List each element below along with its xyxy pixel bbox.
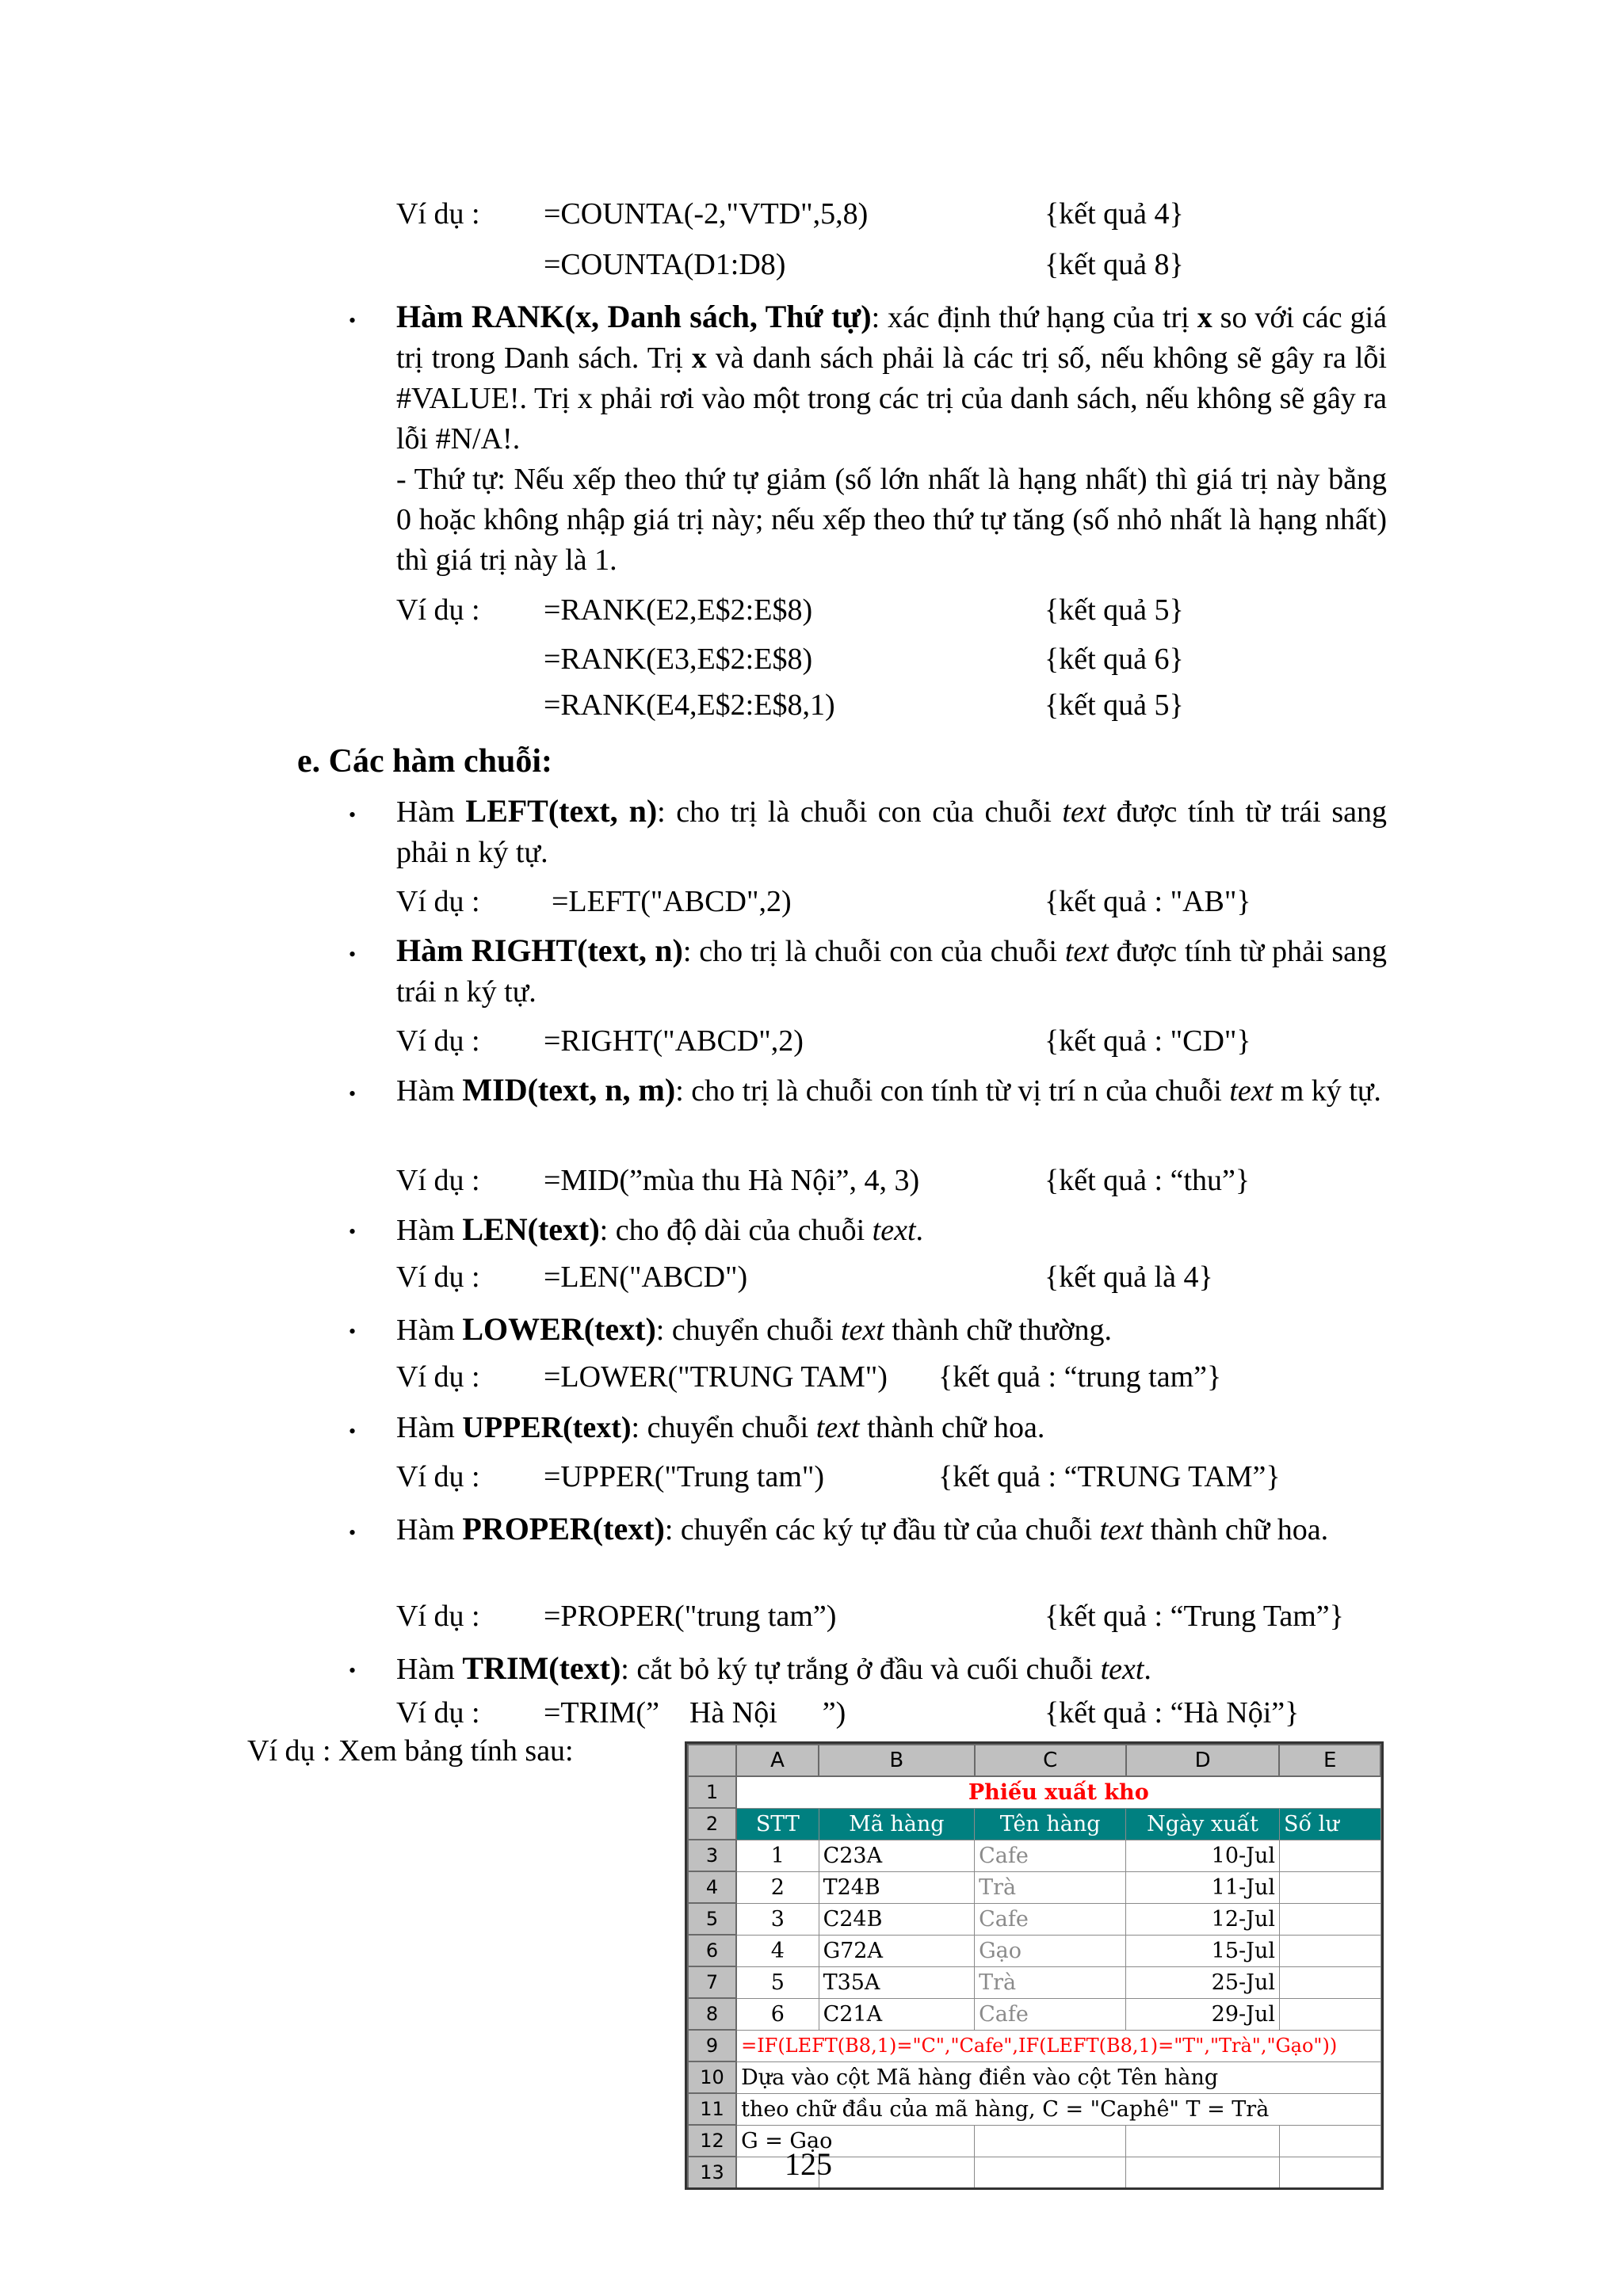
page-number: 125 xyxy=(785,2146,832,2182)
right-description: Hàm RIGHT(text, n): cho trị là chuỗi con của chuỗi text được tính từ phải sang trái n ký tự. xyxy=(396,933,1387,1009)
len-function-name: LEN(text) xyxy=(462,1211,600,1247)
cell-ten-hang: Trà xyxy=(975,1871,1126,1903)
row-header: 9 xyxy=(688,2030,736,2061)
upper-example-result: {kết quả : “TRUNG TAM”} xyxy=(938,1460,1281,1493)
cell-ngay-xuat: 10-Jul xyxy=(1126,1840,1280,1871)
rank-order-note: - Thứ tự: Nếu xếp theo thứ tự giảm (số lớn nhất là hạng nhất) thì giá trị này bằng 0 hoặc không nhập giá trị này; nếu xếp theo thứ tự tăng (số nhỏ nhất là hạng nhất) thì giá trị này là 1. xyxy=(396,463,1387,577)
mid-example-result: {kết quả : “thu”} xyxy=(1044,1164,1251,1197)
header-cell: Mã hàng xyxy=(819,1808,975,1840)
row-header: 6 xyxy=(688,1935,736,1966)
cell-ngay-xuat: 29-Jul xyxy=(1126,1998,1280,2030)
right-example-result: {kết quả : "CD"} xyxy=(1044,1024,1251,1058)
cell-ma-hang: C23A xyxy=(819,1840,975,1871)
row-header: 5 xyxy=(688,1903,736,1935)
left-function-name: LEFT(text, n) xyxy=(465,793,658,829)
table-row xyxy=(688,1871,1381,1903)
cell-ngay-xuat: 12-Jul xyxy=(1126,1903,1280,1935)
row-header: 1 xyxy=(688,1776,736,1808)
left-example-result: {kết quả : "AB"} xyxy=(1044,885,1251,918)
note-cell: G = Gạo xyxy=(736,2125,975,2157)
section-heading: e. Các hàm chuỗi: xyxy=(297,743,552,780)
rank-example3-result: {kết quả 5} xyxy=(1044,688,1184,722)
rank-function-name: Hàm RANK(x, Danh sách, Thứ tự) xyxy=(396,299,872,334)
len-example-result: {kết quả là 4} xyxy=(1044,1261,1213,1294)
rank-example1-formula: =RANK(E2,E$2:E$8) xyxy=(544,593,813,627)
lower-example-result: {kết quả : “trung tam”} xyxy=(938,1360,1222,1394)
row-header: 13 xyxy=(688,2157,736,2188)
proper-example-result: {kết quả : “Trung Tam”} xyxy=(1044,1600,1344,1633)
row-header: 11 xyxy=(688,2093,736,2125)
proper-example-formula: =PROPER("trung tam”) xyxy=(544,1600,837,1633)
left-example-formula: =LEFT("ABCD",2) xyxy=(552,885,792,918)
cell-ten-hang: Trà xyxy=(975,1966,1126,1998)
column-header: D xyxy=(1126,1745,1280,1776)
left-description: Hàm LEFT(text, n): cho trị là chuỗi con của chuỗi text được tính từ trái sang phải n ký tự. xyxy=(396,793,1387,869)
cell-ma-hang: G72A xyxy=(819,1935,975,1966)
bullet-icon: • xyxy=(349,1082,357,1105)
len-example-label: Ví dụ : xyxy=(396,1261,480,1294)
bullet-icon: • xyxy=(349,943,357,966)
rank-example3-formula: =RANK(E4,E$2:E$8,1) xyxy=(544,688,835,722)
cell-ma-hang: T35A xyxy=(819,1966,975,1998)
table-row xyxy=(688,1998,1381,2030)
cell-stt: 4 xyxy=(736,1935,819,1966)
trim-example-formula: =TRIM(” Hà Nội ”) xyxy=(544,1696,846,1730)
cell-empty xyxy=(1126,2125,1280,2157)
row-header: 10 xyxy=(688,2061,736,2093)
lower-description: Hàm LOWER(text): chuyển chuỗi text thành chữ thường. xyxy=(396,1311,1112,1347)
cell-empty xyxy=(1279,2125,1381,2157)
cell-empty xyxy=(1279,1998,1381,2030)
len-description: Hàm LEN(text): cho độ dài của chuỗi text. xyxy=(396,1211,924,1247)
spreadsheet-screenshot xyxy=(685,1741,1384,2190)
counta-example-label: Ví dụ : xyxy=(396,197,480,231)
len-example-formula: =LEN("ABCD") xyxy=(544,1261,748,1294)
sheet-intro: Ví dụ : Xem bảng tính sau: xyxy=(247,1734,574,1768)
counta-example2-result: {kết quả 8} xyxy=(1044,248,1184,281)
rank-example1-result: {kết quả 5} xyxy=(1044,593,1184,627)
counta-example2-formula: =COUNTA(D1:D8) xyxy=(544,248,786,281)
cell-stt: 6 xyxy=(736,1998,819,2030)
mid-example-label: Ví dụ : xyxy=(396,1164,480,1197)
cell-empty xyxy=(1279,1935,1381,1966)
header-cell: Số lư xyxy=(1279,1808,1381,1840)
cell-empty xyxy=(1279,1903,1381,1935)
lower-example-label: Ví dụ : xyxy=(396,1360,480,1394)
cell-ma-hang: T24B xyxy=(819,1871,975,1903)
row-header: 8 xyxy=(688,1998,736,2030)
bullet-icon: • xyxy=(349,309,357,332)
bullet-icon: • xyxy=(349,1659,357,1682)
right-example-formula: =RIGHT("ABCD",2) xyxy=(544,1024,804,1058)
cell-empty xyxy=(975,2157,1126,2188)
right-example-label: Ví dụ : xyxy=(396,1024,480,1058)
cell-stt: 2 xyxy=(736,1871,819,1903)
row-header: 12 xyxy=(688,2125,736,2157)
rank-example2-result: {kết quả 6} xyxy=(1044,643,1184,676)
bullet-icon: • xyxy=(349,803,357,826)
mid-description: Hàm MID(text, n, m): cho trị là chuỗi con tính từ vị trí n của chuỗi text m ký tự. xyxy=(396,1072,1381,1108)
proper-example-label: Ví dụ : xyxy=(396,1600,480,1633)
rank-example2-formula: =RANK(E3,E$2:E$8) xyxy=(544,643,813,676)
header-cell: Ngày xuất xyxy=(1126,1808,1280,1840)
trim-example-label: Ví dụ : xyxy=(396,1696,480,1730)
upper-example-formula: =UPPER("Trung tam") xyxy=(544,1460,825,1493)
column-header: C xyxy=(975,1745,1126,1776)
row-header: 2 xyxy=(688,1808,736,1840)
row-header: 4 xyxy=(688,1871,736,1903)
trim-example-result: {kết quả : “Hà Nội”} xyxy=(1044,1696,1300,1730)
cell-ma-hang: C21A xyxy=(819,1998,975,2030)
cell-ten-hang: Cafe xyxy=(975,1840,1126,1871)
cell-ten-hang: Cafe xyxy=(975,1998,1126,2030)
cell-ma-hang: C24B xyxy=(819,1903,975,1935)
lower-example-formula: =LOWER("TRUNG TAM") xyxy=(544,1360,888,1394)
cell-empty xyxy=(1279,1966,1381,1998)
formula-cell: =IF(LEFT(B8,1)="C","Cafe",IF(LEFT(B8,1)="T","Trà","Gạo")) xyxy=(736,2030,1381,2061)
upper-function-name: UPPER(text) xyxy=(462,1411,632,1444)
row-header: 3 xyxy=(688,1840,736,1871)
trim-description: Hàm TRIM(text): cắt bỏ ký tự trắng ở đầu và cuối chuỗi text. xyxy=(396,1650,1151,1686)
note-cell: theo chữ đầu của mã hàng, C = "Caphê" T = Trà xyxy=(736,2093,1381,2125)
trim-function-name: TRIM(text) xyxy=(462,1650,621,1686)
counta-example1-formula: =COUNTA(-2,"VTD",5,8) xyxy=(544,197,869,231)
upper-description: Hàm UPPER(text): chuyển chuỗi text thành chữ hoa. xyxy=(396,1411,1045,1444)
column-header: B xyxy=(819,1745,975,1776)
mid-function-name: MID(text, n, m) xyxy=(462,1072,676,1108)
sheet-title: Phiếu xuất kho xyxy=(736,1776,1381,1808)
cell-ngay-xuat: 15-Jul xyxy=(1126,1935,1280,1966)
bullet-icon: • xyxy=(349,1220,357,1243)
cell-empty xyxy=(1279,2157,1381,2188)
table-row xyxy=(688,1935,1381,1966)
cell-empty xyxy=(1126,2157,1280,2188)
corner-cell xyxy=(688,1745,736,1776)
cell-ngay-xuat: 25-Jul xyxy=(1126,1966,1280,1998)
table-row xyxy=(688,1903,1381,1935)
bullet-icon: • xyxy=(349,1420,357,1443)
row-header: 7 xyxy=(688,1966,736,1998)
cell-ten-hang: Cafe xyxy=(975,1903,1126,1935)
mid-example-formula: =MID(”mùa thu Hà Nội”, 4, 3) xyxy=(544,1164,920,1197)
rank-description: Hàm RANK(x, Danh sách, Thứ tự): xác định thứ hạng của trị x so với các giá trị trong Danh sách. Trị x và danh sách phải là các trị số, nếu không sẽ gây ra lỗi #VALUE!. Trị x phải rơi vào một trong các trị của danh sách, nếu không sẽ gây ra lỗi #N/A!. xyxy=(396,299,1387,456)
cell-empty xyxy=(819,2157,975,2188)
cell-empty xyxy=(975,2125,1126,2157)
cell-stt: 5 xyxy=(736,1966,819,1998)
cell-stt: 1 xyxy=(736,1840,819,1871)
counta-example1-result: {kết quả 4} xyxy=(1044,197,1184,231)
table-row xyxy=(688,1966,1381,1998)
proper-description: Hàm PROPER(text): chuyển các ký tự đầu từ của chuỗi text thành chữ hoa. xyxy=(396,1511,1329,1547)
cell-empty xyxy=(1279,1840,1381,1871)
table-row xyxy=(688,1840,1381,1871)
right-function-name: Hàm RIGHT(text, n) xyxy=(396,933,683,968)
note-cell: Dựa vào cột Mã hàng điền vào cột Tên hàng xyxy=(736,2061,1381,2093)
header-cell: Tên hàng xyxy=(975,1808,1126,1840)
upper-example-label: Ví dụ : xyxy=(396,1460,480,1493)
proper-function-name: PROPER(text) xyxy=(462,1511,665,1547)
cell-empty xyxy=(1279,1871,1381,1903)
bullet-icon: • xyxy=(349,1521,357,1544)
cell-ten-hang: Gạo xyxy=(975,1935,1126,1966)
left-example-label: Ví dụ : xyxy=(396,885,480,918)
cell-stt: 3 xyxy=(736,1903,819,1935)
column-header: A xyxy=(736,1745,819,1776)
column-header: E xyxy=(1279,1745,1381,1776)
cell-ngay-xuat: 11-Jul xyxy=(1126,1871,1280,1903)
header-cell: STT xyxy=(736,1808,819,1840)
bullet-icon: • xyxy=(349,1320,357,1343)
rank-example-label: Ví dụ : xyxy=(396,593,480,627)
lower-function-name: LOWER(text) xyxy=(462,1311,656,1347)
